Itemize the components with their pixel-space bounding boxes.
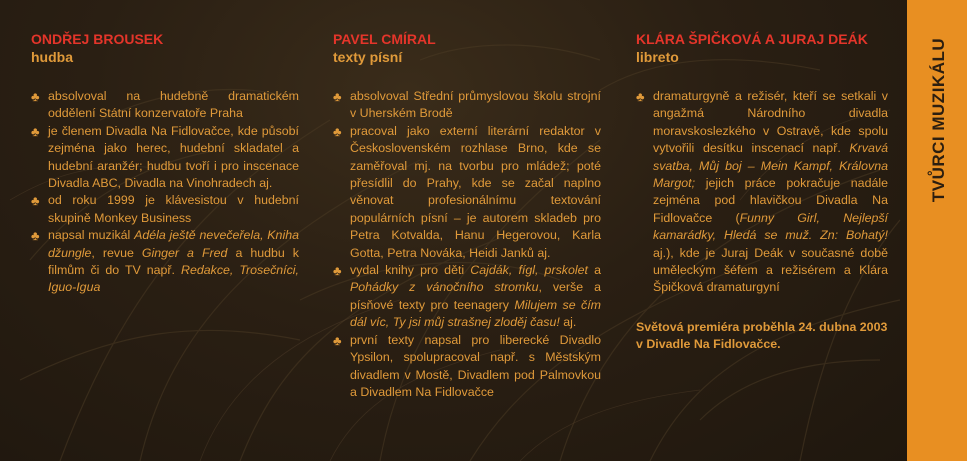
column-pavel-cmiral (333, 30, 601, 401)
italic-title-text: Milujem se čím dál víc, Ty jsi můj strašnej zloděj času! (350, 297, 601, 330)
bio-text: , revue (91, 245, 142, 260)
bio-item (333, 123, 601, 262)
bio-text: dramaturgyně a režisér, kteří se setkali v angažmá Národního divadla moravskoslezkého v Ostravě, kde spolu vytvořili desítku inscenací např. (653, 89, 888, 156)
bio-text: absolvoval na hudebně dramatickém oddělení Státní konzervatoře Praha (48, 89, 299, 121)
bio-item (31, 192, 299, 227)
sidebar-title (928, 30, 950, 210)
club-bullet-icon: ♣ (31, 228, 40, 244)
bio-list (636, 88, 888, 297)
person-role: texty písní (333, 49, 403, 65)
club-bullet-icon: ♣ (31, 193, 40, 209)
sidebar (907, 0, 967, 461)
bio-item (333, 332, 601, 402)
italic-title-text: Pohádky z vánočního stromku (350, 280, 539, 295)
bio-text: , verše a písňové texty pro teenagery (350, 280, 601, 312)
club-bullet-icon: ♣ (333, 123, 342, 139)
person-name: ONDŘEJ BROUSEK (31, 31, 164, 47)
club-bullet-icon: ♣ (31, 89, 40, 104)
club-bullet-icon: ♣ (333, 89, 342, 104)
italic-title-text: Ginger a Fred (141, 245, 228, 260)
bio-list (333, 88, 601, 401)
bio-text: vydal knihy pro děti (350, 263, 471, 278)
bio-text: a (587, 263, 601, 278)
column-ondrej-brousek (31, 30, 299, 297)
italic-title-text: Redakce, Trosečníci, Iguo-Igua (48, 263, 300, 295)
person-role: hudba (31, 49, 73, 65)
person-name: PAVEL CMÍRAL (333, 31, 436, 47)
bio-text: napsal muzikál (48, 228, 135, 243)
club-bullet-icon: ♣ (333, 263, 342, 279)
bio-item (636, 88, 888, 297)
bio-text: jejich práce pokračuje nadále zejména pod hlavičkou Divadla Na Fidlovačce ( (653, 176, 888, 225)
bio-text: první texty napsal pro liberecké Divadlo Ypsilon, spolupracoval např. s Městským divadlem v Mostě, Divadlem pod Palmovkou a Divadlem Na Fidlovačce (350, 332, 601, 399)
column-klara-spickova-juraj-deak (636, 30, 888, 354)
italic-title-text: Krvavá svatba, Můj boj – Mein Kampf, Královna Margot; (653, 141, 888, 191)
bio-item (333, 88, 601, 123)
bio-item (31, 88, 299, 123)
premiere-note: Světová premiéra proběhla 24. dubna 2003 v Divadle Na Fidlovačce. (636, 319, 888, 352)
person-name: KLÁRA ŠPIČKOVÁ A JURAJ DEÁK (636, 31, 868, 47)
club-bullet-icon: ♣ (636, 89, 645, 104)
bio-text: od roku 1999 je klávesistou v hudební skupině Monkey Business (48, 193, 299, 225)
bio-text: a hudbu k filmům či do TV např. (48, 245, 299, 278)
bio-item (31, 227, 299, 297)
bio-item (31, 123, 299, 193)
club-bullet-icon: ♣ (31, 123, 40, 139)
italic-title-text: Cajdák, fígl, prskolet (470, 263, 588, 278)
bio-list (31, 88, 299, 297)
italic-title-text: Adéla ještě nevečeřela, Kniha džungle (48, 228, 299, 260)
italic-title-text: Funny Girl, Nejlepší kamarádky, Hledá se muž. Zn: Bohatý! (653, 210, 888, 243)
club-bullet-icon: ♣ (333, 332, 342, 348)
bio-item (333, 262, 601, 332)
bio-text: je členem Divadla Na Fidlovačce, kde působí zejména jako herec, hudební skladatel a hudební aranžér; hudbu tvoří i pro inscenace Divadla ABC, Divadla na Vinohradech aj. (48, 123, 299, 191)
person-role: libreto (636, 49, 679, 65)
bio-text: aj. (559, 315, 577, 330)
bio-text: aj.), kde je Juraj Deák v současné době uměleckým šéfem a režisérem a Klára Špičková dramaturgyní (653, 245, 888, 295)
sidebar-title-text: TVŮRCI MUZIKÁLU (929, 37, 949, 203)
bio-text: absolvoval Střední průmyslovou školu strojní v Uherském Brodě (350, 89, 601, 121)
bio-text: pracoval jako externí literární redaktor v Československém rozhlase Brno, kde se zaměřoval mj. na tvorbu pro mládež; poté přesídlil do Prahy, kde se začal naplno věnovat profesionálnímu textování populárních písní – je autorem skladeb pro Petra Kotvalda, Hanu Hegerovou, Karla Gotta, Petra Nováka, Heidi Janků aj. (350, 123, 601, 260)
